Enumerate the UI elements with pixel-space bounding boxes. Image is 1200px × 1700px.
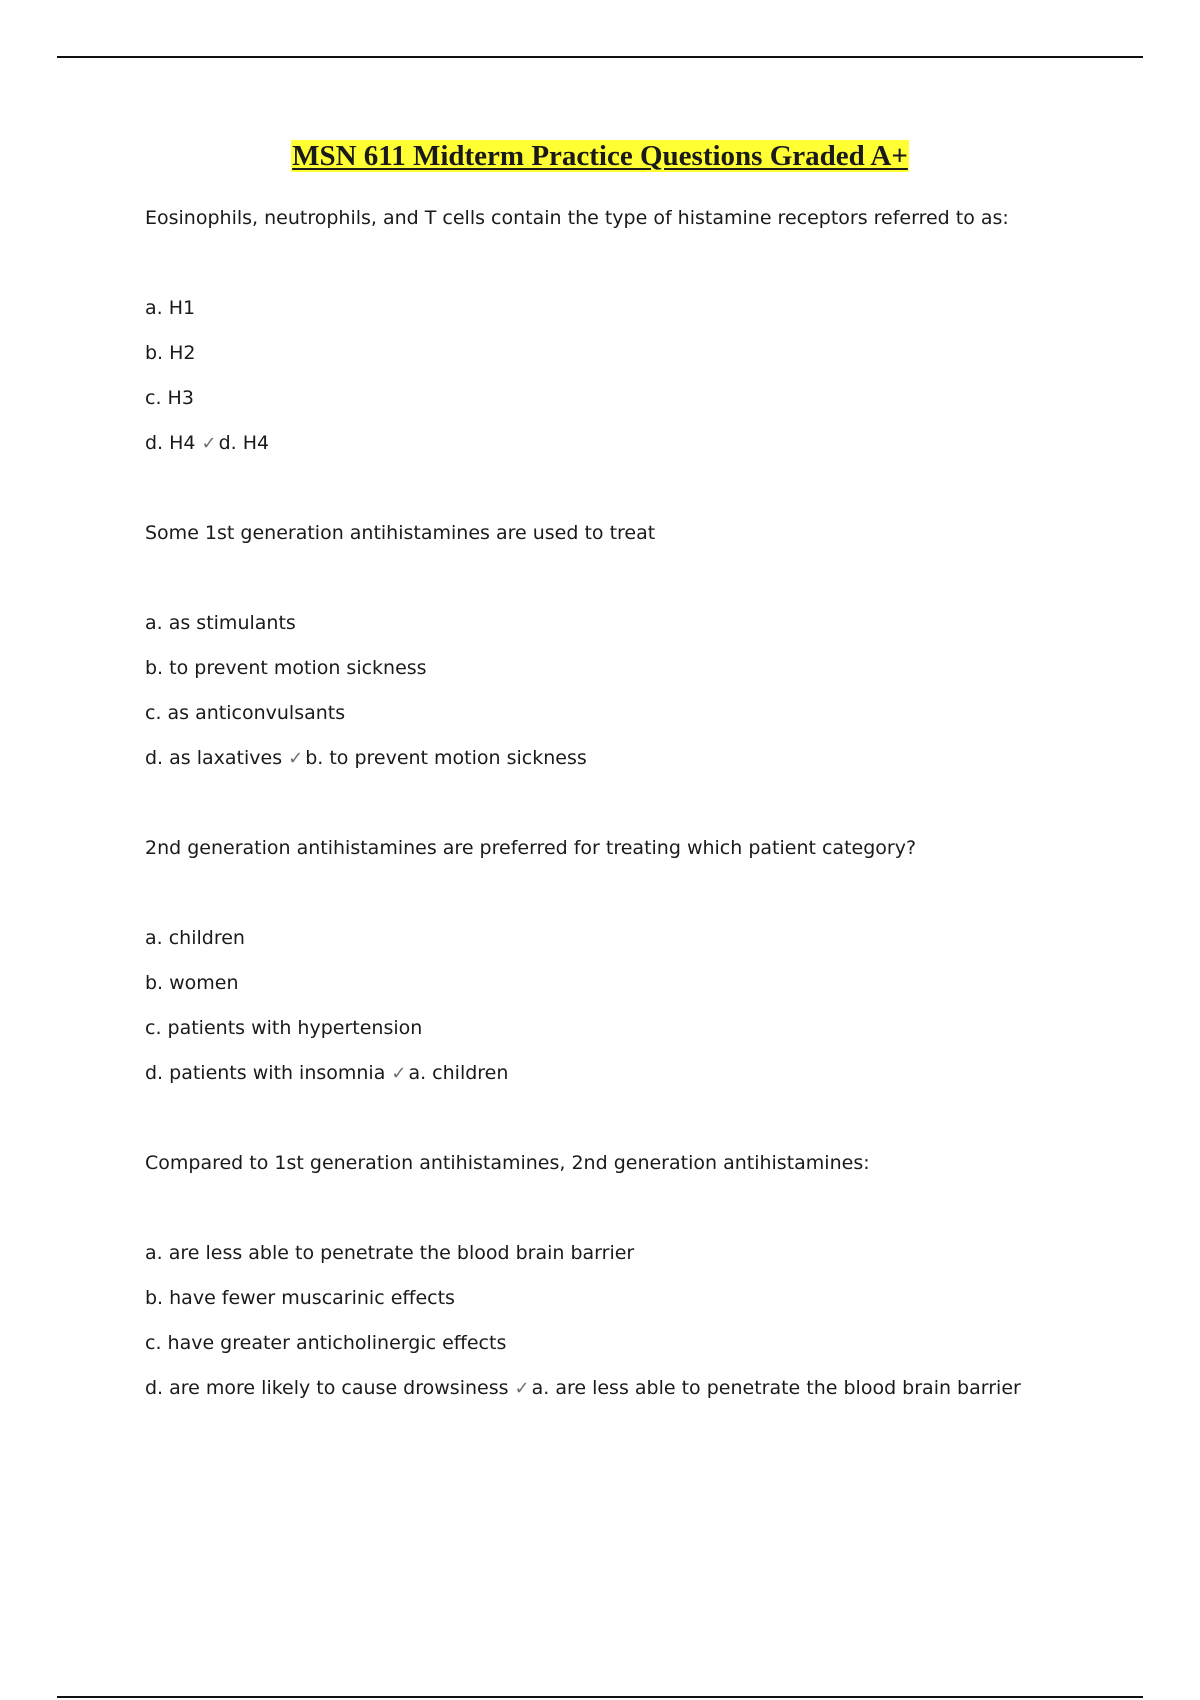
question-text: Some 1st generation antihistamines are used to treat bbox=[145, 522, 656, 544]
option-a: a. are less able to penetrate the blood brain barrier bbox=[145, 1242, 635, 1264]
option-a: a. children bbox=[145, 927, 245, 949]
option-d-with-answer bbox=[145, 746, 1145, 770]
page-title: MSN 611 Midterm Practice Questions Graded A+ bbox=[292, 140, 908, 172]
answer-text: a. are less able to penetrate the blood brain barrier bbox=[531, 1377, 1021, 1399]
option-b: b. to prevent motion sickness bbox=[145, 657, 427, 679]
option-b: b. women bbox=[145, 972, 239, 994]
bottom-rule bbox=[57, 1696, 1143, 1698]
option-d-with-answer bbox=[145, 1061, 1145, 1085]
top-rule bbox=[57, 56, 1143, 58]
title-container bbox=[0, 140, 1200, 173]
options-list bbox=[145, 926, 1145, 1085]
option-c: c. have greater anticholinergic effects bbox=[145, 1332, 507, 1354]
option-d: d. as laxatives bbox=[145, 747, 283, 769]
option-c: c. as anticonvulsants bbox=[145, 702, 346, 724]
option-d: d. patients with insomnia bbox=[145, 1062, 386, 1084]
check-mark-icon: ✓ bbox=[391, 1063, 407, 1084]
option-c: c. H3 bbox=[145, 387, 194, 409]
answer-text: a. children bbox=[408, 1062, 509, 1084]
question-block-4 bbox=[145, 1151, 1145, 1400]
option-d: d. are more likely to cause drowsiness bbox=[145, 1377, 509, 1399]
option-d-with-answer bbox=[145, 1376, 1145, 1400]
options-list bbox=[145, 296, 1145, 455]
options-list bbox=[145, 1241, 1145, 1400]
answer-text: b. to prevent motion sickness bbox=[305, 747, 587, 769]
question-block-3 bbox=[145, 836, 1145, 1085]
option-b: b. have fewer muscarinic effects bbox=[145, 1287, 455, 1309]
options-list bbox=[145, 611, 1145, 770]
check-mark-icon: ✓ bbox=[288, 748, 304, 769]
option-a: a. as stimulants bbox=[145, 612, 296, 634]
question-text: 2nd generation antihistamines are preferred for treating which patient category? bbox=[145, 837, 917, 859]
check-mark-icon: ✓ bbox=[201, 433, 217, 454]
option-b: b. H2 bbox=[145, 342, 196, 364]
question-block-2 bbox=[145, 521, 1145, 770]
check-mark-icon: ✓ bbox=[514, 1378, 530, 1399]
option-d: d. H4 bbox=[145, 432, 196, 454]
option-a: a. H1 bbox=[145, 297, 196, 319]
option-d-with-answer bbox=[145, 431, 1145, 455]
question-list bbox=[145, 206, 1145, 1466]
option-c: c. patients with hypertension bbox=[145, 1017, 423, 1039]
question-block-1 bbox=[145, 206, 1145, 455]
answer-text: d. H4 bbox=[218, 432, 270, 454]
question-text: Eosinophils, neutrophils, and T cells contain the type of histamine receptors referred to as: bbox=[145, 207, 1009, 229]
question-text: Compared to 1st generation antihistamines, 2nd generation antihistamines: bbox=[145, 1152, 870, 1174]
